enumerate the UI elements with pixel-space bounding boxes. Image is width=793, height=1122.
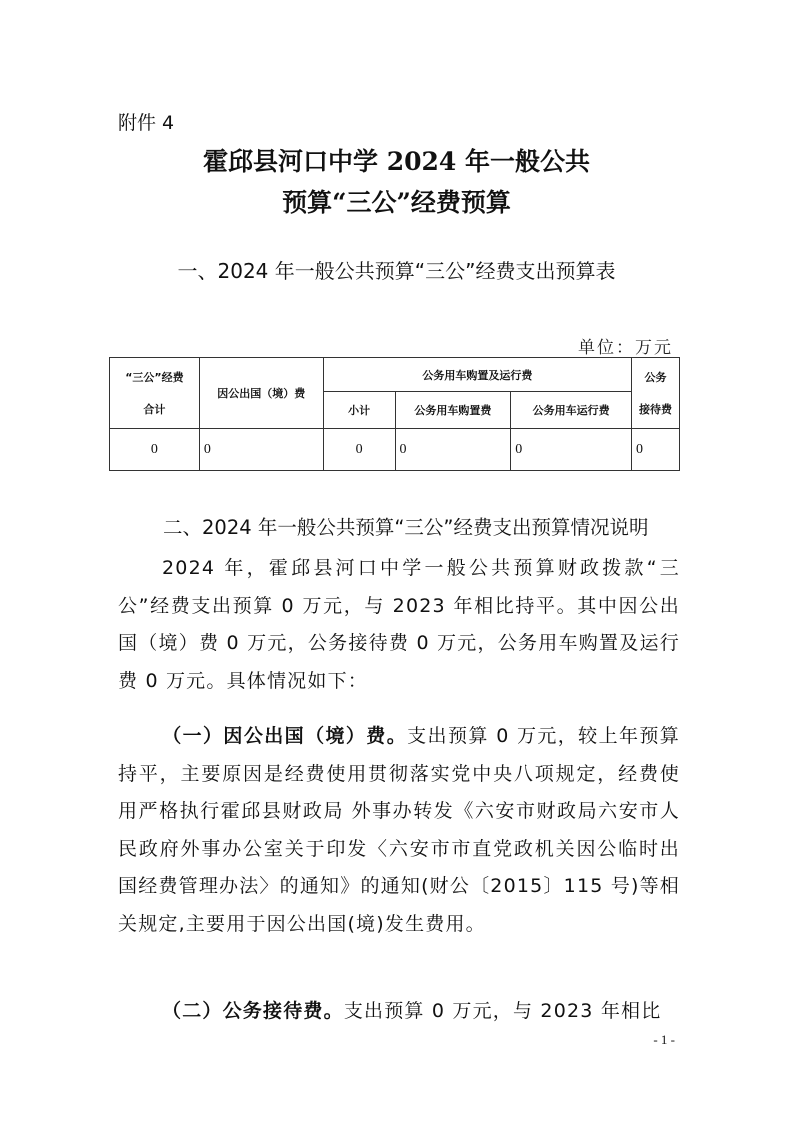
paragraph-reception-lead: （二）公务接待费。 [162,1000,344,1022]
value-total: 0 [110,429,200,471]
value-reception: 0 [632,429,680,471]
header-total-line2: 合计 [143,403,166,416]
header-vehicle-group: 公务用车购置及运行费 [323,358,631,392]
header-reception [632,358,680,429]
paragraph-summary-text: 2024 年，霍邱县河口中学一般公共预算财政拨款“三公”经费支出预算 0 万元，与 2023 年相比持平。其中因公出国（境）费 0 万元，公务接待费 0 万元，公务用车购置及运行费 0 万元。具体情况如下： [118,557,680,692]
value-vehicle-purchase: 0 [395,429,511,471]
value-vehicle-subtotal: 0 [323,429,395,471]
paragraph-reception-body: 支出预算 0 万元，与 2023 年相比 [343,1000,662,1022]
header-reception-line1: 公务 [644,371,667,384]
paragraph-abroad [118,718,680,943]
header-total [110,358,200,429]
value-abroad: 0 [199,429,323,471]
header-vehicle-purchase: 公务用车购置费 [395,392,511,429]
value-vehicle-operation: 0 [511,429,632,471]
header-vehicle-subtotal: 小计 [323,392,395,429]
paragraph-abroad-body: 支出预算 0 万元，较上年预算持平，主要原因是经费使用贯彻落实党中央八项规定，经费使用严格执行霍邱县财政局 外事办转发《六安市财政局六安市人民政府外事办公室关于印发〈六安市市直党政机关因公临时出国经费管理办法〉的通知》的通知(财公〔2015〕115 号)等相关规定,主要用于因公出国(境)发生费用。 [118,725,681,935]
document-title-line1: 霍邱县河口中学 2024 年一般公共 [203,147,590,176]
paragraph-summary [118,550,680,700]
table-header-row-1 [110,358,680,392]
paragraph-reception [118,993,680,1031]
header-vehicle-operation: 公务用车运行费 [511,392,632,429]
table-row [110,429,680,471]
unit-label: 单位：万元 [578,338,673,358]
section2-heading: 二、2024 年一般公共预算“三公”经费支出预算情况说明 [163,516,649,539]
header-abroad: 因公出国（境）费 [199,358,323,429]
section1-heading: 一、2024 年一般公共预算“三公”经费支出预算表 [177,259,616,283]
header-reception-line2: 接待费 [639,403,673,416]
attachment-label: 附件 4 [118,112,175,134]
paragraph-abroad-lead: （一）因公出国（境）费。 [162,725,408,747]
document-title-line2: 预算“三公”经费预算 [282,188,511,217]
header-total-line1: “三公”经费 [125,371,184,384]
budget-table [109,357,680,471]
page-number: - 1 - [653,1032,675,1047]
